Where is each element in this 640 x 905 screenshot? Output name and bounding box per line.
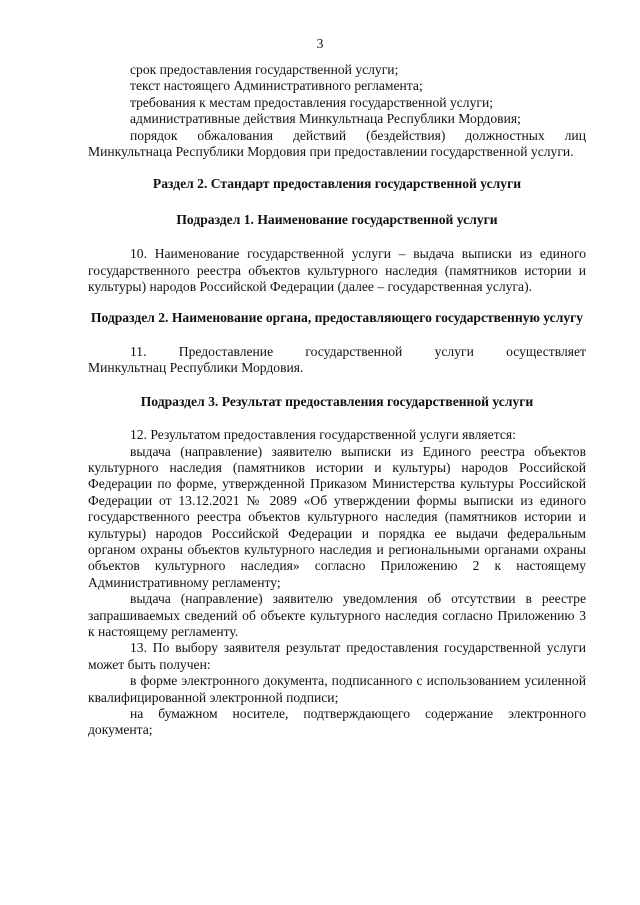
paragraph-12: 12. Результатом предоставления государственной услуги является: — [130, 427, 516, 443]
intro-item: текст настоящего Административного регламента; — [130, 78, 423, 94]
paragraph-12-item-a: выдача (направление) заявителю выписки из Единого реестра объектов культурного наследия (памятников истории и культуры) народов Российской Федерации по форме, утвержденной Приказом Министерства культуры Российской Федерации от 13.12.2021 № 2089 «Об утверждении формы выписки из единого государственного реестра объектов культурного наследия (памятников истории и культуры) народов Российской Федерации и порядка ее выдачи федеральным органом охраны объектов культурного наследия и региональными органами охраны объектов культурного наследия» согласно Приложению 2 к настоящему Административному регламенту; — [88, 443, 586, 590]
paragraph-12-item-b: выдача (направление) заявителю уведомления об отсутствии в реестре запрашиваемых сведений об объекте культурного наследия согласно Приложению 3 к настоящему регламенту. — [88, 591, 586, 639]
intro-item: порядок обжалования действий (бездействия) должностных лиц Минкультнаца Республики Мордовия при предоставлении государственной услуги. — [88, 127, 586, 160]
paragraph-11-line-2: Минкультнац Республики Мордовия. — [88, 360, 304, 376]
subsection-3-title: Подраздел 3. Результат предоставления государственной услуги — [140, 393, 534, 409]
subsection-1-title: Подраздел 1. Наименование государственной услуги — [176, 211, 498, 227]
intro-item: срок предоставления государственной услуги; — [130, 62, 399, 77]
paragraph-13: 13. По выбору заявителя результат предоставления государственной услуги может быть получен: — [88, 640, 586, 672]
section-2-title: Раздел 2. Стандарт предоставления государственной услуги — [152, 176, 522, 192]
document-body — [88, 62, 586, 739]
paragraph-13-item-a: в форме электронного документа, подписанного с использованием усиленной квалифицированной электронной подписи; — [88, 673, 586, 705]
intro-item: требования к местам предоставления государственной услуги; — [130, 94, 494, 110]
paragraph-13-item-b: на бумажном носителе, подтверждающего содержание электронного документа; — [88, 706, 586, 738]
intro-item: административные действия Минкультнаца Республики Мордовия; — [130, 111, 521, 127]
page-number: 3 — [316, 36, 324, 51]
paragraph-11-line-1: 11. Предоставление государственной услуги осуществляет — [130, 343, 586, 359]
subsection-2-title: Подраздел 2. Наименование органа, предоставляющего государственную услугу — [90, 310, 584, 326]
paragraph-10: 10. Наименование государственной услуги – выдача выписки из единого государственного реестра объектов культурного наследия (памятников истории и культуры) народов Российской Федерации (далее – государственная услуга). — [88, 246, 586, 295]
